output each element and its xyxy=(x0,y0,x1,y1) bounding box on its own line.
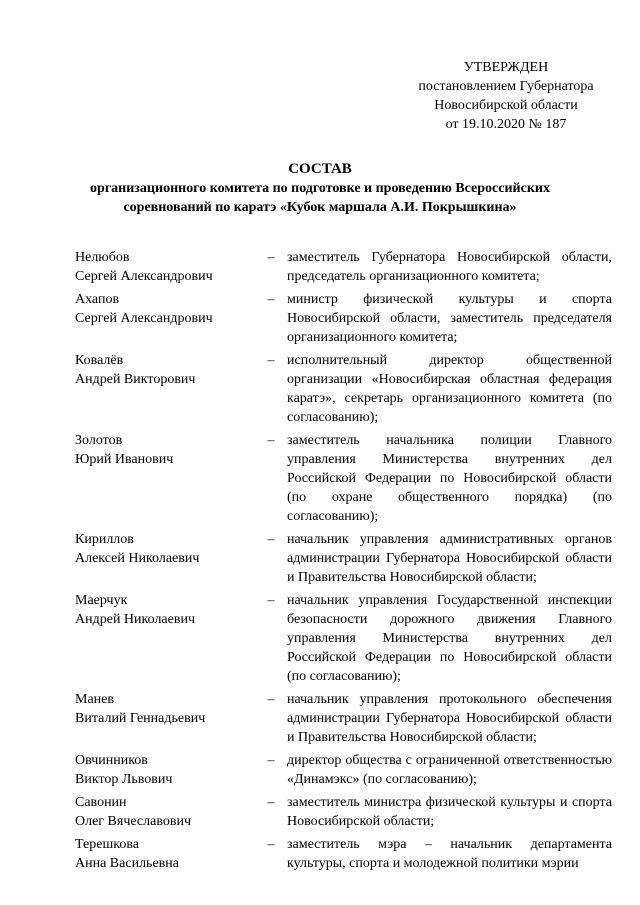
member-row xyxy=(75,690,612,747)
title-heading: СОСТАВ xyxy=(288,161,352,177)
approval-stamp xyxy=(400,58,612,134)
member-name xyxy=(75,690,255,747)
member-given-name: Андрей Викторович xyxy=(75,372,196,387)
document-title xyxy=(20,160,620,217)
member-row xyxy=(75,431,612,526)
member-surname: Ахапов xyxy=(75,292,120,307)
member-dash: – xyxy=(267,292,275,307)
approval-heading: УТВЕРЖДЕН xyxy=(463,60,549,75)
member-surname: Ковалёв xyxy=(75,353,124,368)
member-given-name: Сергей Александрович xyxy=(75,311,213,326)
member-role: директор общества с ограниченной ответственностью «Динамэкс» (по согласованию); xyxy=(287,753,612,787)
member-given-name: Юрий Иванович xyxy=(75,452,174,467)
member-row xyxy=(75,248,612,286)
member-dash: – xyxy=(267,753,275,768)
member-surname: Манев xyxy=(75,692,114,707)
member-row xyxy=(75,793,612,831)
member-role: начальник управления Государственной инспекции безопасности дорожного движения Главного управления Министерства внутренних дел Российской Федерации по Новосибирской области (по согласованию); xyxy=(287,593,612,684)
member-role: исполнительный директор общественной организации «Новосибирская областная федерация каратэ», секретарь организационного комитета (по согласованию); xyxy=(287,353,612,425)
member-name xyxy=(75,835,255,873)
member-surname: Кириллов xyxy=(75,532,134,547)
member-dash: – xyxy=(267,353,275,368)
member-name xyxy=(75,351,255,427)
member-dash: – xyxy=(267,795,275,810)
approval-region: Новосибирской области xyxy=(434,98,578,113)
member-row xyxy=(75,751,612,789)
member-dash: – xyxy=(267,250,275,265)
member-name xyxy=(75,793,255,831)
member-list xyxy=(75,248,612,877)
member-given-name: Олег Вячеславович xyxy=(75,814,192,829)
member-row xyxy=(75,835,612,873)
member-surname: Терешкова xyxy=(75,837,139,852)
member-dash: – xyxy=(267,593,275,608)
member-row xyxy=(75,290,612,347)
member-dash: – xyxy=(267,532,275,547)
member-given-name: Алексей Николаевич xyxy=(75,551,200,566)
member-dash: – xyxy=(267,837,275,852)
member-role: заместитель мэра – начальник департамента культуры, спорта и молодежной политики мэрии xyxy=(287,837,612,871)
member-row xyxy=(75,351,612,427)
member-dash: – xyxy=(267,433,275,448)
member-surname: Овчинников xyxy=(75,753,148,768)
member-name xyxy=(75,591,255,686)
member-role: заместитель министра физической культуры и спорта Новосибирской области; xyxy=(287,795,612,829)
member-dash: – xyxy=(267,692,275,707)
member-surname: Маерчук xyxy=(75,593,128,608)
member-role: министр физической культуры и спорта Новосибирской области, заместитель председателя организационного комитета; xyxy=(287,292,612,345)
title-line-2: соревнований по каратэ «Кубок маршала А.И. Покрышкина» xyxy=(123,200,517,215)
member-given-name: Виталий Геннадьевич xyxy=(75,711,206,726)
member-given-name: Виктор Львович xyxy=(75,772,173,787)
member-surname: Золотов xyxy=(75,433,123,448)
member-name xyxy=(75,290,255,347)
member-role: начальник управления административных органов администрации Губернатора Новосибирской области и Правительства Новосибирской области; xyxy=(287,532,612,585)
member-given-name: Анна Васильевна xyxy=(75,856,179,871)
member-role: заместитель начальника полиции Главного управления Министерства внутренних дел Российской Федерации по Новосибирской области (по охране общественного порядка) (по согласованию); xyxy=(287,433,612,524)
member-role: заместитель Губернатора Новосибирской области, председатель организационного комитета; xyxy=(287,250,612,284)
member-surname: Нелюбов xyxy=(75,250,130,265)
title-line-1: организационного комитета по подготовке и проведению Всероссийских xyxy=(90,181,550,196)
member-row xyxy=(75,591,612,686)
member-given-name: Сергей Александрович xyxy=(75,269,213,284)
member-role: начальник управления протокольного обеспечения администрации Губернатора Новосибирской области и Правительства Новосибирской области; xyxy=(287,692,612,745)
member-row xyxy=(75,530,612,587)
member-name xyxy=(75,431,255,526)
member-given-name: Андрей Николаевич xyxy=(75,612,195,627)
member-surname: Савонин xyxy=(75,795,127,810)
member-name xyxy=(75,751,255,789)
member-name xyxy=(75,530,255,587)
approval-decree: постановлением Губернатора xyxy=(418,79,594,94)
approval-date-number: от 19.10.2020 № 187 xyxy=(445,117,567,132)
member-name xyxy=(75,248,255,286)
